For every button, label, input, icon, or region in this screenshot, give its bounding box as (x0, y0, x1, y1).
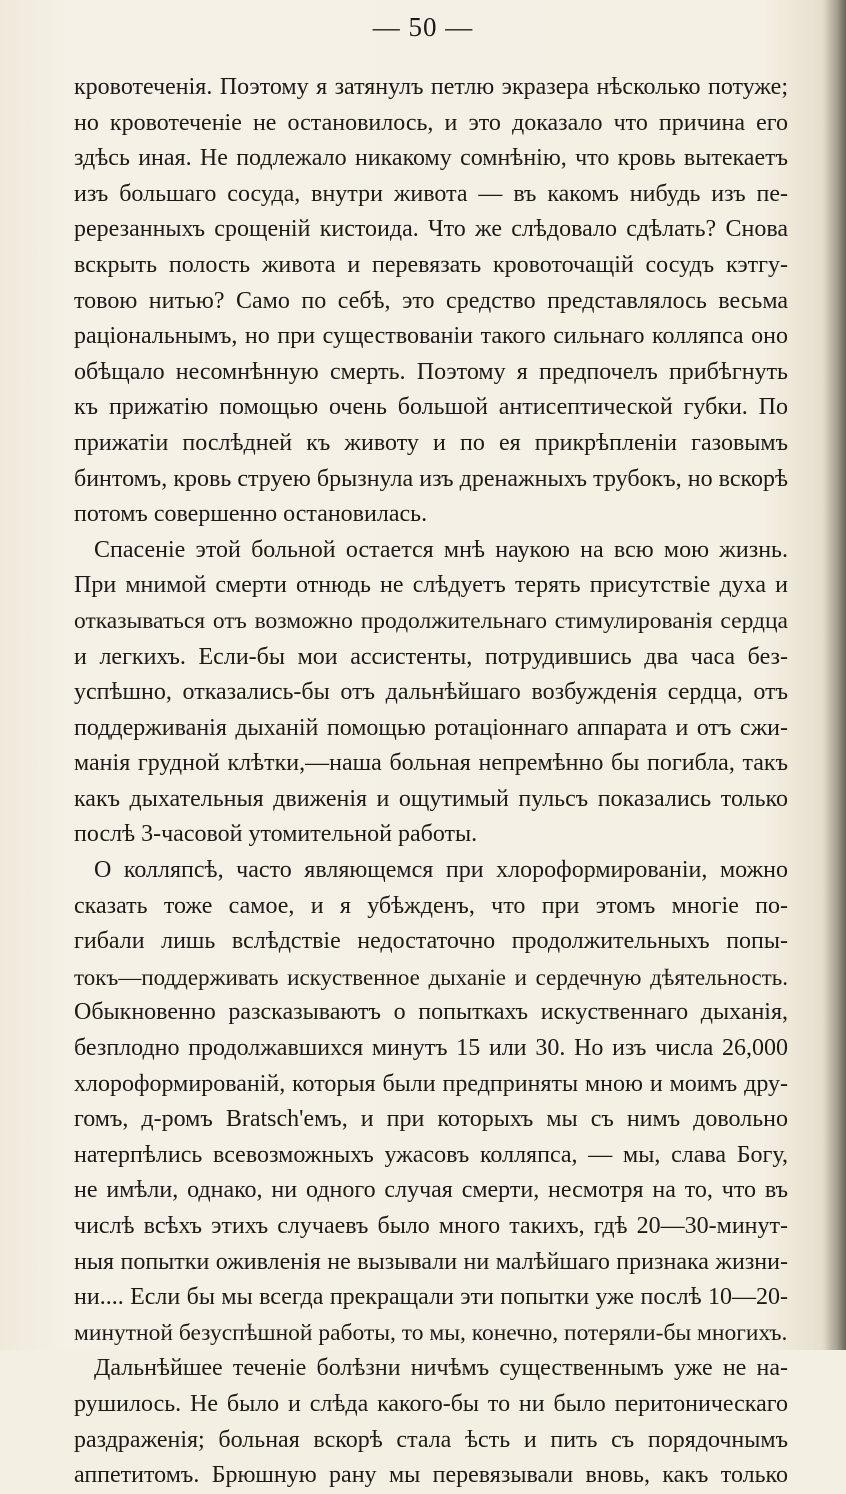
text-line: потомъ совершенно остановилась. (74, 501, 428, 528)
text-line: раздраженія; больная вскорѣ стала ѣсть и пить съ порядочнымъ (74, 1426, 788, 1453)
text-line: ни.... Если бы мы всегда прекращали эти попытки уже послѣ 10—20- (74, 1284, 788, 1311)
text-line: ререзанныхъ срощеній кистоида. Что же слѣдовало сдѣлать? Снова (74, 216, 788, 243)
text-line: товою нитью? Само по себѣ, это средство представлялось весьма (74, 287, 788, 314)
text-line: гибали лишь вслѣдствіе недостаточно продолжительныхъ попы- (74, 928, 788, 955)
text-line: безплодно продолжавшихся минутъ 15 или 30. Но изъ числа 26,000 (74, 1035, 788, 1062)
page-edge-shadow (824, 0, 846, 1350)
body-text (74, 70, 788, 1494)
text-line: кровотеченія. Поэтому я затянулъ петлю экразера нѣсколько потуже; (74, 74, 788, 100)
text-line: прижатіи послѣдней къ животу и по ея прикрѣпленіи газовымъ (74, 429, 788, 456)
text-line: рушилось. Не было и слѣда какого-бы то ни было перитоническаго (74, 1390, 788, 1417)
text-line: манія грудной клѣтки,—наша больная непремѣнно бы погибла, такъ (74, 750, 788, 777)
text-line: хлороформированій, которыя были предприняты мною и моимъ дру- (74, 1070, 788, 1097)
text-line: О колляпсѣ, часто являющемся при хлороформированіи, можно (94, 857, 788, 884)
text-line: обѣщало несомнѣнную смерть. Поэтому я предпочелъ прибѣгнуть (74, 358, 788, 385)
text-line: При мнимой смерти отнюдь не слѣдуетъ терять присутствіе духа и (74, 572, 788, 599)
page-number: — 50 — (372, 12, 474, 42)
text-line: аппетитомъ. Брюшную рану мы перевязывали вновь, какъ только (74, 1462, 788, 1489)
text-line: гомъ, д-ромъ Bratsch'емъ, и при которыхъ мы съ нимъ довольно (74, 1106, 788, 1133)
text-line: Спасеніе этой больной остается мнѣ наукою на всю мою жизнь. (94, 536, 788, 563)
text-line: натерпѣлись всевозможныхъ ужасовъ колляпса, — мы, слава Богу, (74, 1141, 788, 1168)
text-line: бинтомъ, кровь струею брызнула изъ дренажныхъ трубокъ, но вскорѣ (74, 465, 788, 492)
text-line: не имѣли, однако, ни одного случая смерти, несмотря на то, что въ (74, 1177, 788, 1204)
text-line: токъ—поддерживать искуственное дыханіе и сердечную дѣятельность. (74, 964, 788, 990)
text-line: отказываться отъ возможно продолжительнаго стимулированія сердца (74, 607, 788, 634)
text-line: Обыкновенно разсказываютъ о попыткахъ искуственнаго дыханія, (74, 999, 788, 1026)
text-line: и легкихъ. Если-бы мои ассистенты, потрудившись два часа без- (74, 643, 788, 670)
text-line: поддерживанія дыханій помощью ротаціоннаго аппарата и отъ сжи- (74, 714, 788, 741)
text-line: числѣ всѣхъ этихъ случаевъ было много такихъ, гдѣ 20—30-минут- (74, 1213, 788, 1239)
text-line: сказать тоже самое, и я убѣжденъ, что при этомъ многіе по- (74, 892, 788, 919)
text-line: но кровотеченіе не остановилось, и это доказало что причина его (74, 109, 788, 136)
text-line: раціональнымъ, но при существованіи такого сильнаго колляпса оно (74, 323, 788, 350)
text-line: минутной безуспѣшной работы, то мы, конечно, потеряли-бы многихъ. (74, 1319, 788, 1346)
text-line: послѣ 3-часовой утомительной работы. (74, 821, 478, 848)
text-line: какъ дыхательныя движенія и ощутимый пульсъ показались только (74, 785, 788, 812)
text-line: ныя попытки оживленія не вызывали ни малѣйшаго признака жизни- (74, 1248, 788, 1275)
text-line: успѣшно, отказались-бы отъ дальнѣйшаго возбужденія сердца, отъ (74, 679, 788, 706)
text-line: къ прижатію помощью очень большой антисептической губки. По (74, 394, 788, 421)
text-line: Дальнѣйшее теченіе болѣзни ничѣмъ существеннымъ уже не на- (94, 1355, 788, 1382)
text-line: изъ большаго сосуда, внутри живота — въ какомъ нибудь изъ пе- (74, 180, 788, 207)
text-line: вскрыть полость живота и перевязать кровоточащій сосудъ кэтгу- (74, 251, 788, 278)
text-line: здѣсь иная. Не подлежало никакому сомнѣнію, что кровь вытекаетъ (74, 145, 788, 172)
